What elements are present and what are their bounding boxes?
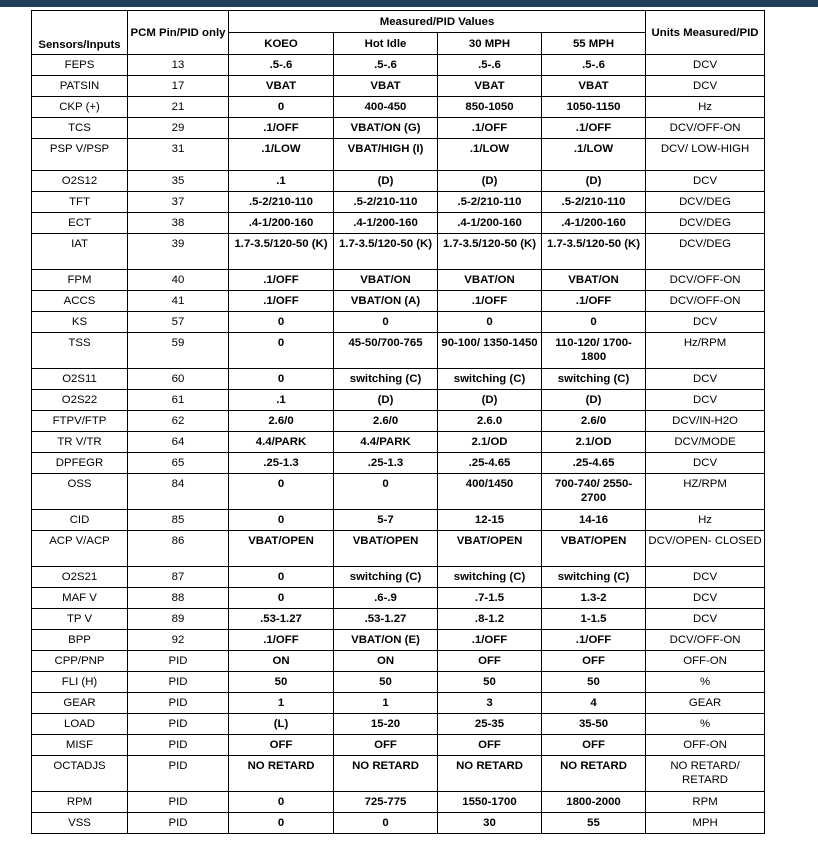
hot-idle-value-cell: .5-.6 [334, 55, 438, 76]
pcm-pin-cell: PID [128, 672, 229, 693]
hot-idle-value-cell: switching (C) [334, 567, 438, 588]
mph55-value-cell: 1050-1150 [542, 97, 646, 118]
table-row [32, 55, 765, 76]
pid-values-table [31, 10, 765, 834]
pcm-pin-cell: 85 [128, 510, 229, 531]
hot-idle-value-cell: NO RETARD [334, 756, 438, 792]
units-cell: RPM [646, 792, 765, 813]
units-cell: DCV [646, 369, 765, 390]
mph30-value-cell: .25-4.65 [438, 453, 542, 474]
mph55-value-cell: 1800-2000 [542, 792, 646, 813]
units-cell: DCV [646, 567, 765, 588]
table-row [32, 588, 765, 609]
table-row [32, 693, 765, 714]
koeo-value-cell: 1.7-3.5/120-50 (K) [229, 234, 334, 270]
hot-idle-value-cell: 1.7-3.5/120-50 (K) [334, 234, 438, 270]
koeo-value-cell: .1/OFF [229, 118, 334, 139]
hot-idle-value-cell: (D) [334, 390, 438, 411]
mph30-value-cell: 90-100/ 1350-1450 [438, 333, 542, 369]
sensor-cell: KS [32, 312, 128, 333]
hot-idle-value-cell: .25-1.3 [334, 453, 438, 474]
table-row [32, 139, 765, 171]
koeo-value-cell: .1/OFF [229, 270, 334, 291]
mph55-value-cell: (D) [542, 390, 646, 411]
mph30-value-cell: .1/OFF [438, 630, 542, 651]
header-sensors: Sensors/Inputs [32, 11, 128, 55]
mph55-value-cell: 4 [542, 693, 646, 714]
mph30-value-cell: (D) [438, 390, 542, 411]
sensor-cell: VSS [32, 813, 128, 834]
pcm-pin-cell: 84 [128, 474, 229, 510]
pcm-pin-cell: 92 [128, 630, 229, 651]
koeo-value-cell: .1/OFF [229, 630, 334, 651]
sensor-cell: GEAR [32, 693, 128, 714]
sensor-cell: FEPS [32, 55, 128, 76]
mph30-value-cell: 2.6.0 [438, 411, 542, 432]
mph30-value-cell: .1/OFF [438, 118, 542, 139]
sensor-cell: ACCS [32, 291, 128, 312]
mph30-value-cell: 2.1/OD [438, 432, 542, 453]
units-cell: DCV [646, 390, 765, 411]
mph55-value-cell: 1.3-2 [542, 588, 646, 609]
sensor-cell: CPP/PNP [32, 651, 128, 672]
hot-idle-value-cell: .5-2/210-110 [334, 192, 438, 213]
mph55-value-cell: 35-50 [542, 714, 646, 735]
mph55-value-cell: .1/OFF [542, 630, 646, 651]
table-row [32, 531, 765, 567]
units-cell: DCV [646, 609, 765, 630]
mph30-value-cell: VBAT/OPEN [438, 531, 542, 567]
sensor-cell: IAT [32, 234, 128, 270]
pcm-pin-cell: PID [128, 735, 229, 756]
sensor-cell: BPP [32, 630, 128, 651]
table-row [32, 510, 765, 531]
hot-idle-value-cell: switching (C) [334, 369, 438, 390]
table-row [32, 630, 765, 651]
table-row [32, 192, 765, 213]
sensor-cell: MAF V [32, 588, 128, 609]
sensor-cell: FPM [32, 270, 128, 291]
sensor-cell: TCS [32, 118, 128, 139]
mph30-value-cell: .5-.6 [438, 55, 542, 76]
units-cell: GEAR [646, 693, 765, 714]
mph30-value-cell: VBAT [438, 76, 542, 97]
sensor-cell: FLI (H) [32, 672, 128, 693]
sensor-cell: TFT [32, 192, 128, 213]
sensor-cell: LOAD [32, 714, 128, 735]
table-body [32, 55, 765, 834]
hot-idle-value-cell: VBAT/ON [334, 270, 438, 291]
koeo-value-cell: 2.6/0 [229, 411, 334, 432]
pcm-pin-cell: 40 [128, 270, 229, 291]
units-cell: DCV/OPEN- CLOSED [646, 531, 765, 567]
units-cell: DCV [646, 588, 765, 609]
table-row [32, 369, 765, 390]
koeo-value-cell: 0 [229, 312, 334, 333]
mph30-value-cell: (D) [438, 171, 542, 192]
mph55-value-cell: 50 [542, 672, 646, 693]
table-row [32, 270, 765, 291]
mph30-value-cell: .8-1.2 [438, 609, 542, 630]
table-row [32, 756, 765, 792]
koeo-value-cell: 0 [229, 474, 334, 510]
header-55-mph: 55 MPH [542, 33, 646, 55]
hot-idle-value-cell: OFF [334, 735, 438, 756]
mph55-value-cell: .5-2/210-110 [542, 192, 646, 213]
mph55-value-cell: .5-.6 [542, 55, 646, 76]
koeo-value-cell: .1/LOW [229, 139, 334, 171]
mph55-value-cell: switching (C) [542, 567, 646, 588]
sensor-cell: TP V [32, 609, 128, 630]
table-row [32, 390, 765, 411]
sensor-cell: O2S21 [32, 567, 128, 588]
mph30-value-cell: .1/OFF [438, 291, 542, 312]
pcm-pin-cell: 59 [128, 333, 229, 369]
koeo-value-cell: .5-2/210-110 [229, 192, 334, 213]
hot-idle-value-cell: .4-1/200-160 [334, 213, 438, 234]
koeo-value-cell: VBAT/OPEN [229, 531, 334, 567]
table-row [32, 735, 765, 756]
header-koeo: KOEO [229, 33, 334, 55]
mph55-value-cell: 2.1/OD [542, 432, 646, 453]
header-pcm-pin: PCM Pin/PID only [128, 11, 229, 55]
hot-idle-value-cell: 2.6/0 [334, 411, 438, 432]
hot-idle-value-cell: 0 [334, 474, 438, 510]
mph30-value-cell: .1/LOW [438, 139, 542, 171]
mph55-value-cell: OFF [542, 735, 646, 756]
units-cell: DCV/DEG [646, 192, 765, 213]
mph55-value-cell: .1/OFF [542, 118, 646, 139]
pcm-pin-cell: 29 [128, 118, 229, 139]
hot-idle-value-cell: (D) [334, 171, 438, 192]
mph30-value-cell: switching (C) [438, 369, 542, 390]
hot-idle-value-cell: 15-20 [334, 714, 438, 735]
mph55-value-cell: 0 [542, 312, 646, 333]
sensor-cell: PATSIN [32, 76, 128, 97]
hot-idle-value-cell: VBAT/HIGH (I) [334, 139, 438, 171]
sensor-cell: DPFEGR [32, 453, 128, 474]
units-cell: NO RETARD/ RETARD [646, 756, 765, 792]
table-row [32, 609, 765, 630]
units-cell: Hz [646, 97, 765, 118]
hot-idle-value-cell: .6-.9 [334, 588, 438, 609]
mph55-value-cell: VBAT/OPEN [542, 531, 646, 567]
mph30-value-cell: 850-1050 [438, 97, 542, 118]
koeo-value-cell: .1 [229, 171, 334, 192]
mph30-value-cell: 50 [438, 672, 542, 693]
koeo-value-cell: 4.4/PARK [229, 432, 334, 453]
koeo-value-cell: OFF [229, 735, 334, 756]
table-row [32, 453, 765, 474]
pcm-pin-cell: 86 [128, 531, 229, 567]
koeo-value-cell: .25-1.3 [229, 453, 334, 474]
units-cell: DCV/OFF-ON [646, 270, 765, 291]
mph55-value-cell: NO RETARD [542, 756, 646, 792]
units-cell: DCV [646, 312, 765, 333]
hot-idle-value-cell: 400-450 [334, 97, 438, 118]
mph55-value-cell: 110-120/ 1700-1800 [542, 333, 646, 369]
mph30-value-cell: .4-1/200-160 [438, 213, 542, 234]
koeo-value-cell: VBAT [229, 76, 334, 97]
units-cell: DCV [646, 453, 765, 474]
pcm-pin-cell: 88 [128, 588, 229, 609]
hot-idle-value-cell: 0 [334, 312, 438, 333]
mph30-value-cell: OFF [438, 651, 542, 672]
mph55-value-cell: VBAT/ON [542, 270, 646, 291]
mph55-value-cell: OFF [542, 651, 646, 672]
koeo-value-cell: NO RETARD [229, 756, 334, 792]
pcm-pin-cell: 65 [128, 453, 229, 474]
table-row [32, 411, 765, 432]
mph30-value-cell: switching (C) [438, 567, 542, 588]
pcm-pin-cell: 60 [128, 369, 229, 390]
hot-idle-value-cell: ON [334, 651, 438, 672]
sensor-cell: RPM [32, 792, 128, 813]
sensor-cell: CID [32, 510, 128, 531]
sensor-cell: TR V/TR [32, 432, 128, 453]
koeo-value-cell: 0 [229, 510, 334, 531]
table-row [32, 651, 765, 672]
sensor-cell: ACP V/ACP [32, 531, 128, 567]
sensor-cell: ECT [32, 213, 128, 234]
hot-idle-value-cell: 5-7 [334, 510, 438, 531]
pcm-pin-cell: 41 [128, 291, 229, 312]
hot-idle-value-cell: VBAT/ON (E) [334, 630, 438, 651]
units-cell: Hz/RPM [646, 333, 765, 369]
units-cell: OFF-ON [646, 651, 765, 672]
mph30-value-cell: 400/1450 [438, 474, 542, 510]
hot-idle-value-cell: 4.4/PARK [334, 432, 438, 453]
koeo-value-cell: 0 [229, 97, 334, 118]
koeo-value-cell: 0 [229, 333, 334, 369]
mph55-value-cell: (D) [542, 171, 646, 192]
units-cell: DCV [646, 55, 765, 76]
table-row [32, 567, 765, 588]
table-row [32, 312, 765, 333]
mph30-value-cell: .5-2/210-110 [438, 192, 542, 213]
mph30-value-cell: 1550-1700 [438, 792, 542, 813]
koeo-value-cell: ON [229, 651, 334, 672]
units-cell: Hz [646, 510, 765, 531]
sensor-cell: O2S12 [32, 171, 128, 192]
window-title-bar [0, 0, 818, 7]
koeo-value-cell: .1 [229, 390, 334, 411]
mph55-value-cell: VBAT [542, 76, 646, 97]
pcm-pin-cell: 57 [128, 312, 229, 333]
koeo-value-cell: 1 [229, 693, 334, 714]
hot-idle-value-cell: 45-50/700-765 [334, 333, 438, 369]
koeo-value-cell: (L) [229, 714, 334, 735]
mph30-value-cell: NO RETARD [438, 756, 542, 792]
mph30-value-cell: OFF [438, 735, 542, 756]
units-cell: OFF-ON [646, 735, 765, 756]
pid-values-sheet [31, 10, 764, 834]
mph30-value-cell: 3 [438, 693, 542, 714]
units-cell: DCV/IN-H2O [646, 411, 765, 432]
sensor-cell: CKP (+) [32, 97, 128, 118]
hot-idle-value-cell: 1 [334, 693, 438, 714]
hot-idle-value-cell: 0 [334, 813, 438, 834]
table-row [32, 333, 765, 369]
pcm-pin-cell: PID [128, 792, 229, 813]
pcm-pin-cell: 87 [128, 567, 229, 588]
mph30-value-cell: 1.7-3.5/120-50 (K) [438, 234, 542, 270]
koeo-value-cell: 0 [229, 567, 334, 588]
mph55-value-cell: .4-1/200-160 [542, 213, 646, 234]
table-row [32, 76, 765, 97]
koeo-value-cell: 50 [229, 672, 334, 693]
hot-idle-value-cell: VBAT [334, 76, 438, 97]
koeo-value-cell: 0 [229, 813, 334, 834]
sensor-cell: PSP V/PSP [32, 139, 128, 171]
units-cell: DCV/OFF-ON [646, 291, 765, 312]
mph55-value-cell: .25-4.65 [542, 453, 646, 474]
table-row [32, 432, 765, 453]
sensor-cell: OSS [32, 474, 128, 510]
pcm-pin-cell: PID [128, 651, 229, 672]
hot-idle-value-cell: 725-775 [334, 792, 438, 813]
table-row [32, 672, 765, 693]
mph55-value-cell: 700-740/ 2550-2700 [542, 474, 646, 510]
pcm-pin-cell: PID [128, 714, 229, 735]
koeo-value-cell: .5-.6 [229, 55, 334, 76]
mph30-value-cell: 25-35 [438, 714, 542, 735]
hot-idle-value-cell: VBAT/ON (A) [334, 291, 438, 312]
pcm-pin-cell: PID [128, 693, 229, 714]
table-row [32, 171, 765, 192]
table-row [32, 97, 765, 118]
mph55-value-cell: 55 [542, 813, 646, 834]
sensor-cell: MISF [32, 735, 128, 756]
table-row [32, 234, 765, 270]
pcm-pin-cell: 39 [128, 234, 229, 270]
pcm-pin-cell: 64 [128, 432, 229, 453]
pcm-pin-cell: PID [128, 813, 229, 834]
table-row [32, 813, 765, 834]
koeo-value-cell: .1/OFF [229, 291, 334, 312]
mph30-value-cell: 0 [438, 312, 542, 333]
units-cell: % [646, 672, 765, 693]
mph30-value-cell: 12-15 [438, 510, 542, 531]
pcm-pin-cell: PID [128, 756, 229, 792]
koeo-value-cell: 0 [229, 369, 334, 390]
mph55-value-cell: 1-1.5 [542, 609, 646, 630]
pcm-pin-cell: 21 [128, 97, 229, 118]
units-cell: DCV/ LOW-HIGH [646, 139, 765, 171]
sensor-cell: O2S11 [32, 369, 128, 390]
pcm-pin-cell: 35 [128, 171, 229, 192]
pcm-pin-cell: 62 [128, 411, 229, 432]
table-row [32, 213, 765, 234]
mph55-value-cell: .1/OFF [542, 291, 646, 312]
units-cell: DCV/DEG [646, 213, 765, 234]
pcm-pin-cell: 17 [128, 76, 229, 97]
koeo-value-cell: .53-1.27 [229, 609, 334, 630]
hot-idle-value-cell: .53-1.27 [334, 609, 438, 630]
units-cell: DCV/DEG [646, 234, 765, 270]
units-cell: DCV [646, 171, 765, 192]
koeo-value-cell: 0 [229, 588, 334, 609]
hot-idle-value-cell: 50 [334, 672, 438, 693]
sensor-cell: FTPV/FTP [32, 411, 128, 432]
units-cell: HZ/RPM [646, 474, 765, 510]
units-cell: % [646, 714, 765, 735]
header-row-top [32, 11, 765, 33]
units-cell: DCV/OFF-ON [646, 630, 765, 651]
table-row [32, 792, 765, 813]
table-row [32, 118, 765, 139]
pcm-pin-cell: 37 [128, 192, 229, 213]
pcm-pin-cell: 13 [128, 55, 229, 76]
units-cell: DCV/OFF-ON [646, 118, 765, 139]
sensor-cell: O2S22 [32, 390, 128, 411]
mph55-value-cell: 1.7-3.5/120-50 (K) [542, 234, 646, 270]
header-hot-idle: Hot Idle [334, 33, 438, 55]
units-cell: DCV/MODE [646, 432, 765, 453]
hot-idle-value-cell: VBAT/ON (G) [334, 118, 438, 139]
hot-idle-value-cell: VBAT/OPEN [334, 531, 438, 567]
units-cell: DCV [646, 76, 765, 97]
mph55-value-cell: 2.6/0 [542, 411, 646, 432]
header-measured: Measured/PID Values [229, 11, 646, 33]
mph55-value-cell: .1/LOW [542, 139, 646, 171]
pcm-pin-cell: 31 [128, 139, 229, 171]
mph55-value-cell: 14-16 [542, 510, 646, 531]
units-cell: MPH [646, 813, 765, 834]
header-units: Units Measured/PID [646, 11, 765, 55]
table-row [32, 714, 765, 735]
sensor-cell: TSS [32, 333, 128, 369]
mph30-value-cell: .7-1.5 [438, 588, 542, 609]
pcm-pin-cell: 89 [128, 609, 229, 630]
mph30-value-cell: VBAT/ON [438, 270, 542, 291]
pcm-pin-cell: 61 [128, 390, 229, 411]
mph30-value-cell: 30 [438, 813, 542, 834]
table-row [32, 474, 765, 510]
koeo-value-cell: 0 [229, 792, 334, 813]
header-30-mph: 30 MPH [438, 33, 542, 55]
pcm-pin-cell: 38 [128, 213, 229, 234]
sensor-cell: OCTADJS [32, 756, 128, 792]
koeo-value-cell: .4-1/200-160 [229, 213, 334, 234]
mph55-value-cell: switching (C) [542, 369, 646, 390]
table-row [32, 291, 765, 312]
